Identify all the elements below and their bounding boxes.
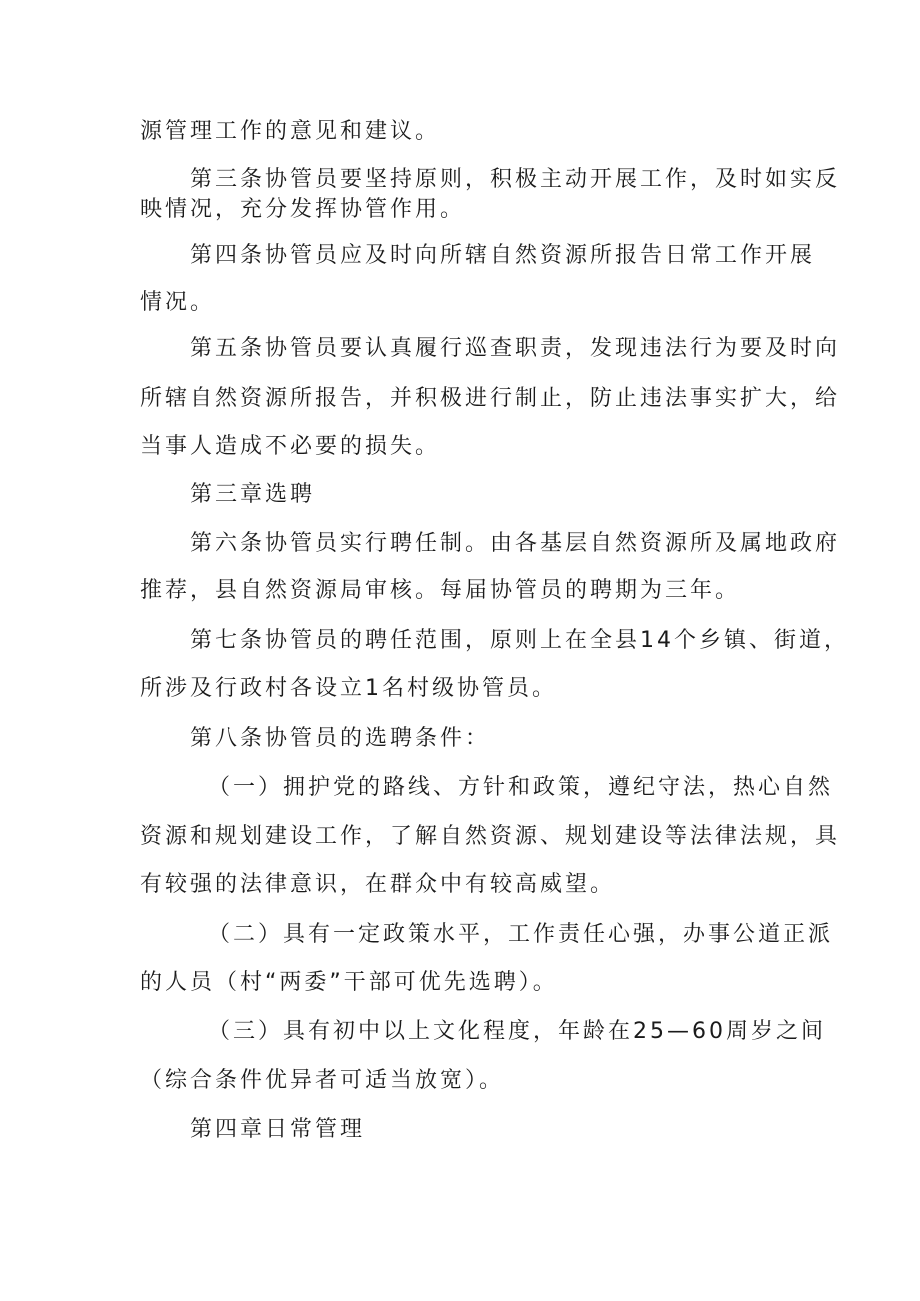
chapter-4-heading: 第四章日常管理 <box>190 1117 366 1142</box>
condition-2-line-1: （二）具有一定政策水平，工作责任心强，办事公道正派 <box>208 922 834 947</box>
article-8-line-1: 第八条协管员的选聘条件： <box>190 726 491 751</box>
chapter-3-heading: 第三章选聘 <box>190 482 316 507</box>
article-3-line-1: 第三条协管员要坚持原则，积极主动开展工作，及时如实反 <box>190 167 841 192</box>
article-4-line-2: 情况。 <box>140 290 216 315</box>
condition-3-line-1: （三）具有初中以上文化程度，年龄在25—60周岁之间 <box>208 1019 826 1044</box>
condition-1-line-3: 有较强的法律意识，在群众中有较高威望。 <box>140 872 616 897</box>
article-5-line-3: 当事人造成不必要的损失。 <box>140 434 441 459</box>
article-6-line-2: 推荐，县自然资源局审核。每届协管员的聘期为三年。 <box>140 578 741 603</box>
text-line-1: 源管理工作的意见和建议。 <box>140 119 441 144</box>
condition-1-line-1: （一）拥护党的路线、方针和政策，遵纪守法，热心自然 <box>208 775 834 800</box>
article-4-line-1: 第四条协管员应及时向所辖自然资源所报告日常工作开展 <box>190 243 816 268</box>
article-5-line-2: 所辖自然资源所报告，并积极进行制止，防止违法事实扩大，给 <box>140 386 841 411</box>
condition-1-line-2: 资源和规划建设工作，了解自然资源、规划建设等法律法规，具 <box>140 824 841 849</box>
condition-2-line-2: 的人员（村“两委”干部可优先选聘）。 <box>140 970 558 995</box>
article-5-line-1: 第五条协管员要认真履行巡查职责，发现违法行为要及时向 <box>190 336 841 361</box>
article-3-line-2: 映情况，充分发挥协管作用。 <box>140 197 466 222</box>
article-7-line-2: 所涉及行政村各设立1名村级协管员。 <box>140 676 557 701</box>
article-6-line-1: 第六条协管员实行聘任制。由各基层自然资源所及属地政府 <box>190 531 841 556</box>
condition-3-line-2: （综合条件优异者可适当放宽）。 <box>140 1068 505 1093</box>
article-7-line-1: 第七条协管员的聘任范围，原则上在全县14个乡镇、街道， <box>190 628 849 653</box>
